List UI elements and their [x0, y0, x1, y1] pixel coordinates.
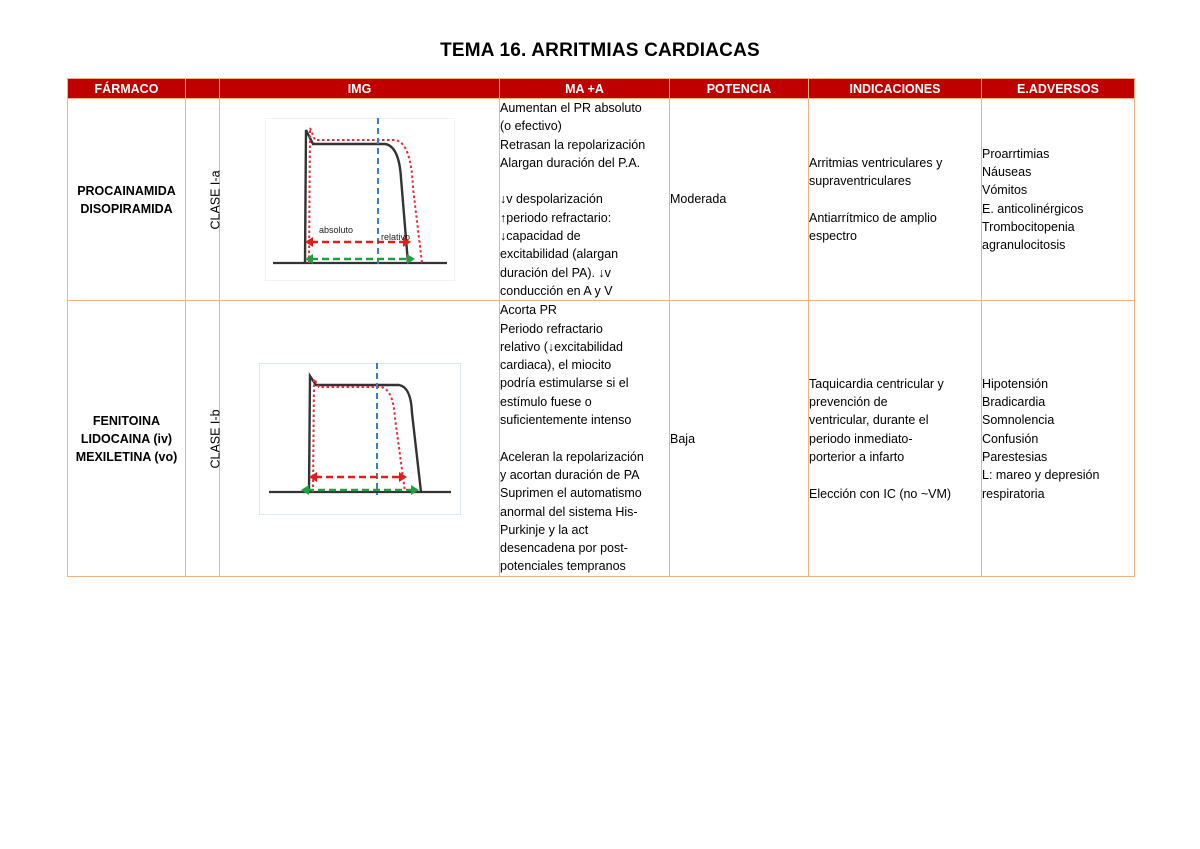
- indication-line: porterior a infarto: [809, 449, 905, 464]
- adverse-effect-line: Vómitos: [982, 183, 1028, 198]
- drug-name: MEXILETINA (vo): [75, 449, 178, 464]
- drug-name: PROCAINAMIDA: [77, 183, 176, 198]
- img-cell: [220, 99, 500, 301]
- adverse-effect-line: Náuseas: [982, 165, 1032, 180]
- header-ma: MA +A: [500, 79, 670, 99]
- label-relative: relativo: [380, 232, 410, 243]
- drug-name: DISOPIRAMIDA: [80, 201, 173, 216]
- header-farmaco: FÁRMACO: [68, 79, 186, 99]
- mechanism-line: excitabilidad (alargan: [500, 247, 619, 262]
- adverse-effect-line: Trombocitopenia: [982, 219, 1075, 234]
- label-absolute: absoluto: [318, 225, 353, 236]
- adverse-effect-line: Confusión: [982, 431, 1039, 446]
- indication-line: supraventriculares: [809, 174, 912, 189]
- header-clase: [186, 79, 220, 99]
- drug-name: LIDOCAINA (iv): [80, 431, 173, 446]
- clase-label: CLASE I-b: [208, 409, 223, 469]
- page-title: TEMA 16. ARRITMIAS CARDIACAS: [440, 40, 760, 61]
- mechanism-line: ↓capacidad de: [500, 229, 581, 244]
- indication-line: Antiarrítmico de amplio: [809, 210, 937, 225]
- mechanism-line: conducción en A y V: [500, 283, 613, 298]
- mechanism-line: ↓v despolarización: [500, 192, 603, 207]
- mechanism-line: estímulo fuese o: [500, 394, 592, 409]
- adverse-effect-line: respiratoria: [982, 486, 1045, 501]
- header-indicaciones: INDICACIONES: [809, 79, 982, 99]
- table-header-row: [68, 79, 1135, 99]
- indication-line: periodo inmediato-: [809, 431, 913, 446]
- mechanism-line: [500, 429, 669, 447]
- potencia-value: Baja: [670, 431, 696, 446]
- indication-line: [809, 190, 981, 208]
- header-potencia: POTENCIA: [670, 79, 809, 99]
- adverse-effect-line: agranulocitosis: [982, 238, 1066, 253]
- indication-line: Arritmias ventriculares y: [809, 155, 943, 170]
- ma-cell: [500, 99, 670, 301]
- mechanism-line: Purkinje y la act: [500, 522, 589, 537]
- mechanism-line: ↑periodo refractario:: [500, 210, 612, 225]
- adverse-effect-line: Proarrtimias: [982, 146, 1050, 161]
- header-adversos: E.ADVERSOS: [982, 79, 1135, 99]
- mechanism-line: suficientemente intenso: [500, 413, 632, 428]
- adverse-effect-line: Parestesias: [982, 449, 1048, 464]
- farmaco-cell: [68, 99, 186, 301]
- potencia-value: Moderada: [670, 192, 727, 207]
- mechanism-line: desencadena por post-: [500, 541, 628, 556]
- indication-line: Taquicardia centricular y: [809, 376, 944, 391]
- potencia-cell: [670, 99, 809, 301]
- mechanism-line: [500, 172, 669, 190]
- indication-line: Elección con IC (no ~VM): [809, 486, 952, 501]
- adversos-cell: [982, 301, 1135, 577]
- indication-line: prevención de: [809, 395, 888, 410]
- mechanism-line: (o efectivo): [500, 119, 562, 134]
- mechanism-line: Retrasan la repolarización: [500, 137, 646, 152]
- indicaciones-cell: [809, 301, 982, 577]
- adverse-effect-line: Hipotensión: [982, 376, 1049, 391]
- potencia-cell: [670, 301, 809, 577]
- drug-table: [67, 78, 1135, 577]
- mechanism-line: relativo (↓excitabilidad: [500, 339, 623, 354]
- table-row: [68, 99, 1135, 301]
- mechanism-line: anormal del sistema His-: [500, 504, 638, 519]
- mechanism-line: Alargan duración del P.A.: [500, 155, 641, 170]
- farmaco-cell: [68, 301, 186, 577]
- mechanism-line: Aumentan el PR absoluto: [500, 101, 642, 115]
- action-potential-diagram-ia: [265, 118, 455, 281]
- mechanism-line: cardiaca), el miocito: [500, 358, 612, 373]
- drug-name: FENITOINA: [92, 413, 161, 428]
- adverse-effect-line: L: mareo y depresión: [982, 468, 1100, 483]
- img-cell: [220, 301, 500, 577]
- mechanism-line: Periodo refractario: [500, 321, 603, 336]
- mechanism-line: potenciales tempranos: [500, 559, 626, 574]
- clase-cell: [186, 99, 223, 301]
- clase-cell: [186, 301, 223, 577]
- adverse-effect-line: Somnolencia: [982, 413, 1055, 428]
- header-img: IMG: [220, 79, 500, 99]
- mechanism-line: Suprimen el automatismo: [500, 486, 642, 501]
- mechanism-line: Aceleran la repolarización: [500, 449, 644, 464]
- mechanism-line: y acortan duración de PA: [500, 467, 640, 482]
- indication-line: [809, 466, 981, 484]
- indicaciones-cell: [809, 99, 982, 301]
- action-potential-diagram-ib: [259, 363, 461, 515]
- indication-line: ventricular, durante el: [809, 413, 929, 428]
- ma-cell: [500, 301, 670, 577]
- table-row: [68, 301, 1135, 577]
- mechanism-line: podría estimularse si el: [500, 376, 629, 391]
- clase-label: CLASE I-a: [208, 170, 223, 230]
- mechanism-line: duración del PA). ↓v: [500, 265, 611, 280]
- indication-line: espectro: [809, 229, 857, 244]
- adversos-cell: [982, 99, 1135, 301]
- adverse-effect-line: E. anticolinérgicos: [982, 201, 1084, 216]
- mechanism-line: Acorta PR: [500, 303, 557, 318]
- adverse-effect-line: Bradicardia: [982, 395, 1046, 410]
